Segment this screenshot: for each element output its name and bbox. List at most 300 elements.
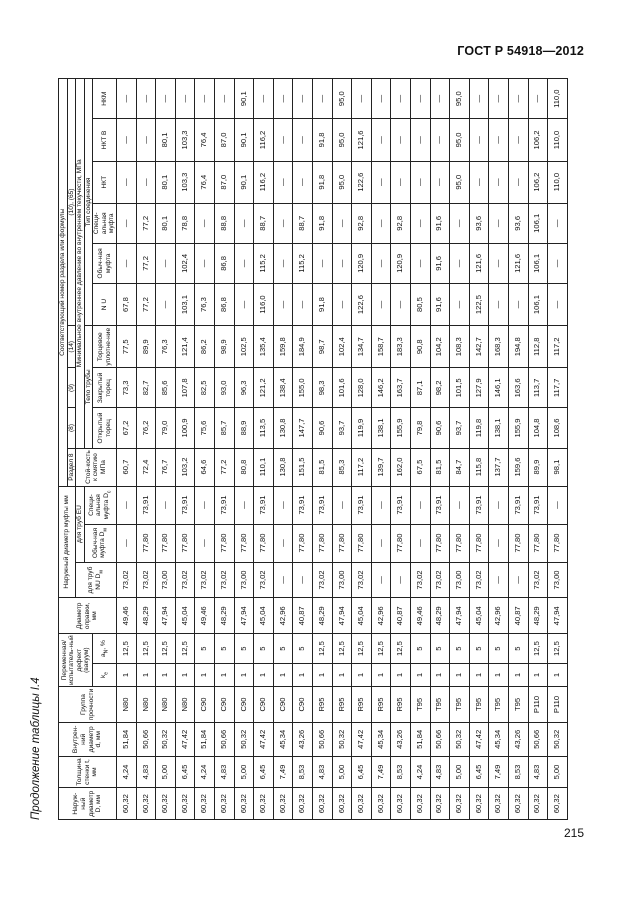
- table-cell: 77,80: [528, 524, 548, 562]
- table-cell: 60,32: [273, 788, 293, 820]
- table-cell: 60,32: [548, 788, 568, 820]
- table-cell: 122,6: [352, 161, 372, 203]
- table-cell: 1: [175, 663, 195, 686]
- table-cell: —: [489, 562, 509, 598]
- col-eu-special-coupling: Специ-альная муфта: [93, 203, 117, 243]
- table-cell: 60,32: [508, 788, 528, 820]
- col-nktv: НКТ В: [93, 119, 117, 161]
- col-min-pressure: Минимальное внутреннее давление во внутреннем текучести, МПа: [76, 79, 85, 449]
- table-cell: 90,6: [312, 408, 332, 448]
- col-formula-14: (14): [67, 326, 76, 368]
- table-cell: 73,02: [254, 562, 274, 598]
- table-cell: 116,0: [254, 283, 274, 325]
- table-cell: —: [136, 119, 156, 161]
- table-cell: C90: [215, 687, 235, 723]
- table-cell: 73,02: [469, 562, 489, 598]
- table-cell: 5: [273, 634, 293, 664]
- table-row: [136, 79, 156, 820]
- table-cell: —: [273, 562, 293, 598]
- table-cell: 5,00: [156, 756, 176, 788]
- table-cell: 77,2: [136, 203, 156, 243]
- table-cell: P110: [528, 687, 548, 723]
- table-cell: 82,7: [136, 368, 156, 408]
- table-cell: —: [293, 79, 313, 119]
- table-cell: 108,3: [450, 326, 470, 368]
- table-cell: 1: [508, 663, 528, 686]
- table-cell: —: [508, 161, 528, 203]
- table-body: [117, 79, 568, 820]
- table-row: [117, 79, 137, 820]
- table-cell: 77,80: [391, 524, 411, 562]
- table-cell: 50,66: [136, 722, 156, 756]
- table-cell: 50,32: [450, 722, 470, 756]
- table-cell: 95,0: [332, 161, 352, 203]
- table-cell: 60,32: [312, 788, 332, 820]
- table-cell: —: [273, 203, 293, 243]
- table-cell: 96,3: [234, 368, 254, 408]
- table-cell: —: [508, 283, 528, 325]
- table-cell: 73,91: [215, 486, 235, 524]
- table-cell: 50,32: [332, 722, 352, 756]
- table-cell: 113,5: [254, 408, 274, 448]
- table-cell: —: [273, 486, 293, 524]
- table-cell: —: [391, 79, 411, 119]
- table-cell: 67,5: [410, 448, 430, 486]
- table-cell: —: [489, 119, 509, 161]
- table-cell: 85,6: [156, 368, 176, 408]
- table-cell: 1: [332, 663, 352, 686]
- table-cell: 73,02: [175, 562, 195, 598]
- table-cell: —: [234, 283, 254, 325]
- table-row: [450, 79, 470, 820]
- table-cell: 4,83: [430, 756, 450, 788]
- table-cell: 102,4: [332, 326, 352, 368]
- table-row: [254, 79, 274, 820]
- table-cell: 50,66: [528, 722, 548, 756]
- table-cell: 51,84: [195, 722, 215, 756]
- table-cell: 48,29: [430, 598, 450, 634]
- table-cell: 12,5: [371, 634, 391, 664]
- table-cell: R95: [352, 687, 372, 723]
- table-cell: —: [371, 486, 391, 524]
- table-row: [391, 79, 411, 820]
- table-row: [548, 79, 568, 820]
- table-row: [469, 79, 489, 820]
- table-cell: 78,8: [175, 203, 195, 243]
- table-row: [352, 79, 372, 820]
- table-cell: 138,4: [273, 368, 293, 408]
- table-cell: 45,34: [489, 722, 509, 756]
- table-cell: 88,9: [234, 408, 254, 448]
- table-cell: 5: [430, 634, 450, 664]
- table-row: [528, 79, 548, 820]
- table-cell: 60,32: [136, 788, 156, 820]
- table-cell: 77,2: [136, 283, 156, 325]
- table-cell: 47,42: [175, 722, 195, 756]
- table-cell: 77,80: [332, 524, 352, 562]
- table-cell: T95: [489, 687, 509, 723]
- table-cell: 12,5: [117, 634, 137, 664]
- table-cell: —: [371, 283, 391, 325]
- col-formula-8: (8): [67, 408, 76, 448]
- table-cell: 86,2: [195, 326, 215, 368]
- table-cell: 93,6: [469, 203, 489, 243]
- table-cell: 60,32: [156, 788, 176, 820]
- col-connection-type: Тип соединения: [84, 79, 93, 326]
- table-cell: 92,8: [352, 203, 372, 243]
- table-cell: 73,02: [215, 562, 235, 598]
- table-cell: 4,24: [117, 756, 137, 788]
- table-cell: —: [254, 79, 274, 119]
- table-cell: 121,6: [352, 119, 372, 161]
- table-cell: —: [273, 161, 293, 203]
- table-cell: 77,80: [234, 524, 254, 562]
- table-cell: N80: [175, 687, 195, 723]
- table-cell: 159,8: [273, 326, 293, 368]
- table-cell: 91,8: [312, 119, 332, 161]
- table-cell: 60,32: [215, 788, 235, 820]
- table-cell: 90,8: [410, 326, 430, 368]
- table-cell: 12,5: [391, 634, 411, 664]
- table-cell: T95: [450, 687, 470, 723]
- table-cell: 80,1: [156, 119, 176, 161]
- table-cell: 89,9: [136, 326, 156, 368]
- table-cell: —: [508, 119, 528, 161]
- table-cell: 60,32: [195, 788, 215, 820]
- table-cell: 47,94: [450, 598, 470, 634]
- table-cell: 117,7: [548, 368, 568, 408]
- table-cell: 82,5: [195, 368, 215, 408]
- document-code: ГОСТ Р 54918—2012: [457, 44, 584, 58]
- table-cell: —: [371, 79, 391, 119]
- col-wall-thickness: Толщина стенки t, мм: [59, 756, 117, 788]
- table-cell: R95: [391, 687, 411, 723]
- table-cell: 76,3: [156, 326, 176, 368]
- table-cell: —: [528, 79, 548, 119]
- table-cell: —: [410, 79, 430, 119]
- table-cell: 73,00: [450, 562, 470, 598]
- table-cell: —: [450, 283, 470, 325]
- table-cell: —: [273, 79, 293, 119]
- table-cell: 5,00: [234, 756, 254, 788]
- table-cell: 194,8: [508, 326, 528, 368]
- table-cell: 102,5: [234, 326, 254, 368]
- table-cell: 50,32: [548, 722, 568, 756]
- table-cell: 77,5: [117, 326, 137, 368]
- table-cell: 91,6: [430, 203, 450, 243]
- table-cell: 60,32: [254, 788, 274, 820]
- table-cell: 130,8: [273, 448, 293, 486]
- table-cell: 4,83: [312, 756, 332, 788]
- table-cell: 12,5: [312, 634, 332, 664]
- table-cell: 73,91: [430, 486, 450, 524]
- table-cell: 7,49: [273, 756, 293, 788]
- table-cell: —: [410, 161, 430, 203]
- table-continuation-label: Продолжение таблицы I.4: [30, 677, 42, 820]
- table-cell: R95: [371, 687, 391, 723]
- table-cell: 60,32: [175, 788, 195, 820]
- table-cell: —: [117, 161, 137, 203]
- table-cell: 73,02: [312, 562, 332, 598]
- table-cell: 73,00: [234, 562, 254, 598]
- table-cell: 5: [234, 634, 254, 664]
- table-cell: 1: [371, 663, 391, 686]
- table-cell: 1: [489, 663, 509, 686]
- table-cell: N80: [136, 687, 156, 723]
- table-cell: 106,1: [528, 243, 548, 283]
- col-pipe-body: Тело трубы: [84, 326, 93, 448]
- table-row: [312, 79, 332, 820]
- table-cell: 95,0: [450, 119, 470, 161]
- table-cell: 42,96: [489, 598, 509, 634]
- table-cell: 48,29: [312, 598, 332, 634]
- table-cell: —: [293, 562, 313, 598]
- table-cell: 1: [469, 663, 489, 686]
- table-cell: 73,02: [136, 562, 156, 598]
- table-cell: 115,2: [254, 243, 274, 283]
- table-cell: 77,80: [352, 524, 372, 562]
- table-cell: —: [508, 79, 528, 119]
- col-formula-10-65: (10), (65): [67, 79, 76, 326]
- table-cell: 73,91: [469, 486, 489, 524]
- table-cell: 93,6: [508, 203, 528, 243]
- table-cell: —: [234, 203, 254, 243]
- table-frame: [58, 78, 568, 820]
- table-cell: —: [312, 243, 332, 283]
- table-cell: 5: [489, 634, 509, 664]
- table-cell: 4,24: [410, 756, 430, 788]
- col-eu-regular: Обыч-ная муфта $D_м$: [84, 524, 116, 562]
- table-cell: 60,32: [430, 788, 450, 820]
- table-cell: 47,42: [352, 722, 372, 756]
- table-cell: 87,0: [215, 119, 235, 161]
- table-cell: 77,80: [312, 524, 332, 562]
- table-cell: C90: [273, 687, 293, 723]
- table-cell: —: [548, 203, 568, 243]
- table-cell: 93,7: [332, 408, 352, 448]
- table-cell: 115,8: [469, 448, 489, 486]
- table-cell: 60,32: [391, 788, 411, 820]
- table-cell: —: [410, 486, 430, 524]
- table-cell: —: [489, 161, 509, 203]
- table-cell: 108,6: [548, 408, 568, 448]
- table-cell: 95,0: [332, 119, 352, 161]
- table-cell: 77,80: [175, 524, 195, 562]
- table-cell: 50,66: [430, 722, 450, 756]
- table-cell: 77,80: [548, 524, 568, 562]
- table-cell: 8,53: [293, 756, 313, 788]
- table-cell: 60,32: [332, 788, 352, 820]
- table-cell: 12,5: [136, 634, 156, 664]
- table-cell: 73,91: [508, 486, 528, 524]
- table-cell: —: [371, 203, 391, 243]
- table-cell: 73,91: [136, 486, 156, 524]
- table-cell: 60,32: [450, 788, 470, 820]
- table-cell: 87,0: [215, 161, 235, 203]
- table-cell: 12,5: [548, 634, 568, 664]
- table-cell: —: [391, 119, 411, 161]
- table-cell: —: [234, 243, 254, 283]
- table-cell: 163,6: [508, 368, 528, 408]
- table-cell: 7,49: [371, 756, 391, 788]
- table-cell: 60,32: [117, 788, 137, 820]
- table-cell: —: [156, 283, 176, 325]
- table-cell: 147,7: [293, 408, 313, 448]
- table-cell: 5: [469, 634, 489, 664]
- table-cell: 8,53: [391, 756, 411, 788]
- col-upset-an: $a_N$, %: [93, 634, 117, 664]
- table-cell: 4,83: [528, 756, 548, 788]
- table-cell: —: [312, 79, 332, 119]
- table-cell: 101,5: [450, 368, 470, 408]
- col-inner-diameter: Внутрен-ний диаметр d, мм: [59, 722, 117, 756]
- table-cell: 121,2: [254, 368, 274, 408]
- table-cell: 112,8: [528, 326, 548, 368]
- table-cell: 60,32: [469, 788, 489, 820]
- table-cell: 90,1: [234, 161, 254, 203]
- table-cell: —: [489, 486, 509, 524]
- table-cell: 90,1: [234, 119, 254, 161]
- table-cell: 45,04: [175, 598, 195, 634]
- table-cell: 73,91: [528, 486, 548, 524]
- table-cell: 88,7: [293, 203, 313, 243]
- table-cell: —: [273, 524, 293, 562]
- table-cell: 5: [195, 634, 215, 664]
- table-cell: —: [352, 79, 372, 119]
- table-row: [430, 79, 450, 820]
- col-upset-ke: $k_e$: [93, 663, 117, 686]
- table-cell: 80,1: [156, 161, 176, 203]
- table-cell: 138,1: [371, 408, 391, 448]
- table-cell: 76,2: [136, 408, 156, 448]
- table-cell: 77,80: [450, 524, 470, 562]
- table-cell: 5: [508, 634, 528, 664]
- table-cell: 1: [352, 663, 372, 686]
- table-cell: —: [371, 161, 391, 203]
- table-cell: 45,04: [469, 598, 489, 634]
- table-cell: 50,66: [215, 722, 235, 756]
- table-cell: 117,2: [548, 326, 568, 368]
- table-cell: 1: [391, 663, 411, 686]
- table-cell: —: [469, 119, 489, 161]
- table-cell: 122,5: [469, 283, 489, 325]
- table-cell: —: [195, 524, 215, 562]
- table-cell: 60,32: [293, 788, 313, 820]
- table-cell: 155,9: [391, 408, 411, 448]
- table-cell: 121,6: [469, 243, 489, 283]
- table-cell: 47,42: [469, 722, 489, 756]
- table-cell: C90: [293, 687, 313, 723]
- table-cell: 92,8: [391, 203, 411, 243]
- table-cell: 77,80: [293, 524, 313, 562]
- table-cell: 67,2: [117, 408, 137, 448]
- table-cell: —: [293, 283, 313, 325]
- table-cell: 159,6: [508, 448, 528, 486]
- table-cell: —: [410, 243, 430, 283]
- table-cell: 183,3: [391, 326, 411, 368]
- table-cell: 73,91: [352, 486, 372, 524]
- table-cell: —: [489, 283, 509, 325]
- table-cell: 45,04: [254, 598, 274, 634]
- table-cell: 49,46: [117, 598, 137, 634]
- page-number: 215: [564, 826, 585, 840]
- table-cell: 122,6: [352, 283, 372, 325]
- col-section-8: Раздел 8: [67, 448, 76, 486]
- table-row: [508, 79, 528, 820]
- table-cell: 100,9: [175, 408, 195, 448]
- table-cell: 1: [528, 663, 548, 686]
- table-cell: 6,45: [254, 756, 274, 788]
- col-for-eu: для труб EU: [76, 486, 85, 562]
- table-cell: —: [371, 119, 391, 161]
- table-cell: 155,0: [293, 368, 313, 408]
- table-cell: 49,46: [410, 598, 430, 634]
- table-cell: 79,0: [156, 408, 176, 448]
- table-cell: 73,91: [293, 486, 313, 524]
- col-eu-regular-coupling: Обыч-ная муфта: [93, 243, 117, 283]
- table-cell: 42,96: [273, 598, 293, 634]
- table-cell: —: [450, 243, 470, 283]
- col-capped-end: Закрытый торец: [93, 368, 117, 408]
- table-cell: 113,7: [528, 368, 548, 408]
- table-cell: —: [136, 79, 156, 119]
- table-cell: —: [430, 79, 450, 119]
- table-cell: 86,8: [215, 283, 235, 325]
- table-cell: 43,26: [391, 722, 411, 756]
- table-row: [371, 79, 391, 820]
- table-cell: 146,2: [371, 368, 391, 408]
- table-cell: T95: [430, 687, 450, 723]
- col-nu: N U: [93, 283, 117, 325]
- table-cell: 1: [312, 663, 332, 686]
- table-cell: 121,4: [175, 326, 195, 368]
- table-cell: 48,29: [136, 598, 156, 634]
- table-cell: —: [175, 79, 195, 119]
- table-cell: 76,4: [195, 161, 215, 203]
- table-cell: 73,91: [312, 486, 332, 524]
- table-cell: 77,80: [469, 524, 489, 562]
- table-cell: 5,00: [548, 756, 568, 788]
- table-cell: —: [332, 486, 352, 524]
- table-row: [175, 79, 195, 820]
- table-cell: 90,6: [430, 408, 450, 448]
- table-cell: 60,32: [371, 788, 391, 820]
- table-cell: 77,80: [136, 524, 156, 562]
- table-cell: 40,87: [508, 598, 528, 634]
- table-cell: 93,7: [450, 408, 470, 448]
- table-cell: 43,26: [508, 722, 528, 756]
- table-cell: —: [332, 243, 352, 283]
- table-cell: 76,3: [195, 283, 215, 325]
- col-upset: Переменная/ испытатель-ный дефект (вакуум): [59, 634, 93, 687]
- table-cell: —: [489, 79, 509, 119]
- table-row: [293, 79, 313, 820]
- table-cell: 155,9: [508, 408, 528, 448]
- table-cell: 12,5: [175, 634, 195, 664]
- table-cell: 103,3: [175, 161, 195, 203]
- table-cell: 60,32: [410, 788, 430, 820]
- table-cell: —: [195, 486, 215, 524]
- table-cell: 67,8: [117, 283, 137, 325]
- table-cell: 1: [548, 663, 568, 686]
- table-cell: —: [234, 486, 254, 524]
- table-cell: —: [117, 243, 137, 283]
- table-cell: 73,02: [528, 562, 548, 598]
- col-outer-diameter: Наруж-ный диаметр D, мм: [59, 788, 117, 820]
- table-cell: 1: [430, 663, 450, 686]
- table-cell: T95: [410, 687, 430, 723]
- table-cell: —: [117, 203, 137, 243]
